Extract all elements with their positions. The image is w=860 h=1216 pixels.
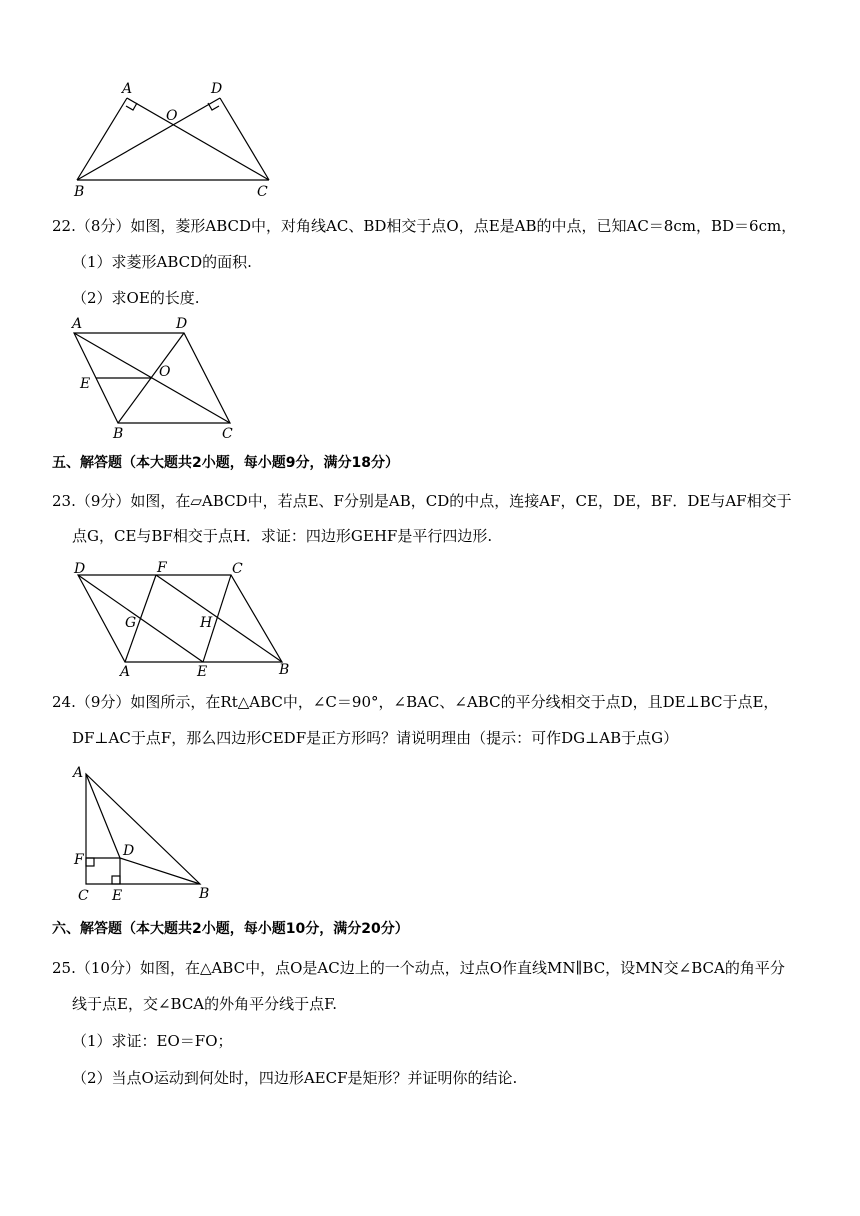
label-e: E: [112, 888, 123, 904]
label-c: C: [232, 561, 243, 577]
q24-line1: 24.（9分）如图所示，在Rt△ABC中，∠C＝90°，∠BAC、∠ABC的平分线相交于点D，且DE⊥BC于点E，: [52, 693, 779, 711]
label-e: E: [197, 664, 208, 680]
q25-line1: 25.（10分）如图，在△ABC中，点O是AC边上的一个动点，过点O作直线MN∥BC，设MN交∠BCA的角平分: [52, 959, 785, 977]
label-d: D: [211, 81, 223, 97]
q22-stem: 22.（8分）如图，菱形ABCD中，对角线AC、BD相交于点O，点E是AB的中点，已知AC＝8cm，BD＝6cm，: [52, 217, 797, 235]
label-g: G: [125, 615, 137, 631]
q23-line2: 点G，CE与BF相交于点H．求证：四边形GEHF是平行四边形.: [72, 527, 493, 545]
q22-part2: （2）求OE的长度.: [72, 289, 200, 307]
label-h: H: [200, 615, 213, 631]
q25-part1: （1）求证：EO＝FO；: [72, 1032, 233, 1050]
label-f: F: [157, 560, 167, 576]
figure-q24-lines: [86, 774, 200, 884]
section-5-header: 五、解答题（本大题共2小题，每小题9分，满分18分）: [52, 455, 399, 471]
label-c: C: [78, 888, 89, 904]
label-c: C: [257, 184, 268, 200]
label-b: B: [199, 886, 210, 902]
label-b: B: [279, 662, 290, 678]
q25-part2: （2）当点O运动到何处时，四边形AECF是矩形？并证明你的结论.: [72, 1069, 518, 1087]
label-e: E: [80, 376, 91, 392]
section-6-header: 六、解答题（本大题共2小题，每小题10分，满分20分）: [52, 921, 409, 937]
label-a: A: [73, 765, 84, 781]
label-b: B: [113, 426, 124, 442]
label-a: A: [122, 81, 133, 97]
label-b: B: [74, 184, 85, 200]
label-c: C: [222, 426, 233, 442]
label-a: A: [120, 664, 131, 680]
q24-line2: DF⊥AC于点F，那么四边形CEDF是正方形吗？请说明理由（提示：可作DG⊥AB于点G）: [72, 729, 679, 747]
label-d: D: [176, 316, 188, 332]
label-d: D: [74, 561, 86, 577]
label-o: O: [159, 364, 171, 380]
q23-line1: 23.（9分）如图，在▱ABCD中，若点E、F分别是AB，CD的中点，连接AF，CE，DE，BF．DE与AF相交于: [52, 492, 792, 510]
label-f: F: [74, 852, 84, 868]
q25-line2: 线于点E，交∠BCA的外角平分线于点F.: [72, 995, 337, 1013]
q22-part1: （1）求菱形ABCD的面积.: [72, 253, 252, 271]
label-d: D: [123, 843, 135, 859]
label-a: A: [72, 316, 83, 332]
label-o: O: [166, 108, 178, 124]
